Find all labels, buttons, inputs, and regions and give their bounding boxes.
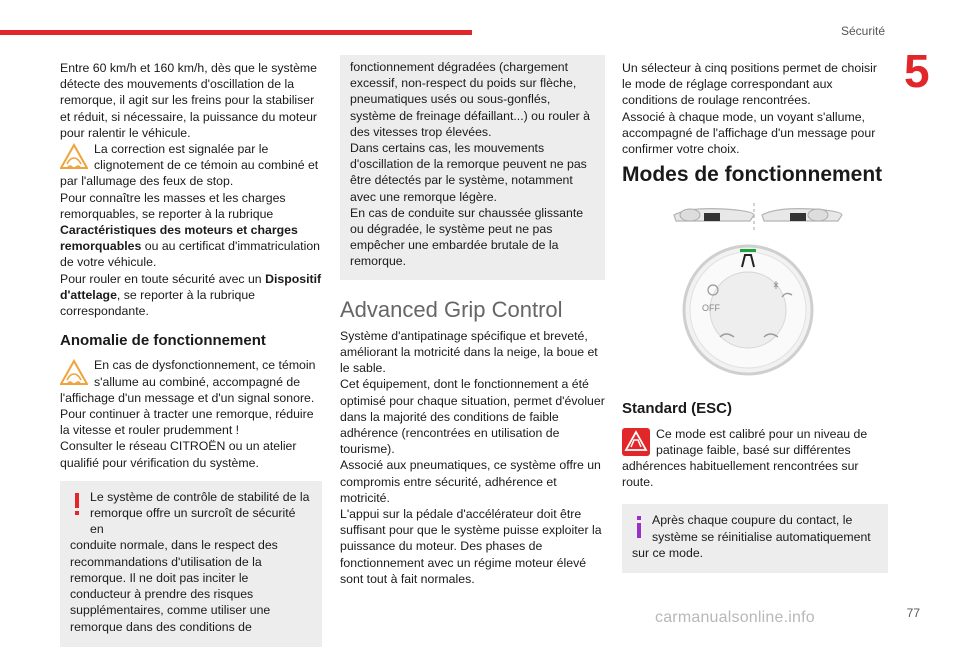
info-text-cont: sur ce mode. [632, 545, 704, 560]
mode-text-cont: adhérences habituellement rencontrées sur route. [622, 459, 859, 490]
dashboard-illustration [622, 197, 888, 387]
top-red-bar [0, 30, 472, 35]
info-icon [632, 514, 646, 540]
section-title: Sécurité [840, 24, 885, 38]
heading-anomalie: Anomalie de fonctionnement [60, 332, 266, 350]
esc-warning-icon [60, 143, 88, 171]
paragraph: Consulter le réseau CITROËN ou un atelier qualifié pour vérification du système. [60, 439, 297, 470]
heading-modes: Modes de fonctionnement [622, 163, 883, 187]
heading-advanced-grip: Advanced Grip Control [340, 296, 563, 322]
paragraph: Cet équipement, dont le fonctionnement a été optimisé pour chaque situation, permet d'évoluer dans la majorité des conditions de faible adhérence (rencontrées en utilisation de tourisme). [340, 377, 605, 457]
warning-text: En cas de dysfonctionnement, ce témoin s'allume au combiné, accompagné de [94, 358, 316, 389]
mode-text: Ce mode est calibré pour un niveau de patinage faible, basé sur différentes [656, 426, 868, 457]
column-middle [340, 55, 605, 587]
caution-text: Le système de contrôle de stabilité de la remorque offre un surcroît de sécurité en [90, 489, 310, 537]
caution-text-cont: conduite normale, dans le respect des recommandations d'utilisation de la remorque. Il ne doit pas inciter le conducteur à prendre des risques supplémentaires, comme utiliser une remorque dans des conditions de [70, 538, 278, 634]
paragraph: Pour rouler en toute sécurité avec un Dispositif d'attelage, se reporter à la rubrique correspondante. [60, 271, 322, 319]
exclamation-icon [70, 491, 84, 517]
info-text: Après chaque coupure du contact, le système se réinitialise automatiquement [652, 513, 871, 544]
esc-warning-icon [622, 428, 650, 456]
selector-illustration [622, 197, 888, 387]
paragraph: Un sélecteur à cinq positions permet de choisir le mode de réglage correspondant aux conditions de roulage rencontrées. [622, 61, 877, 108]
page-number: 77 [906, 606, 920, 620]
paragraph: Associé aux pneumatiques, ce système offre un compromis entre sécurité, adhérence et motricité. [340, 458, 601, 505]
paragraph: Pour connaître les masses et les charges remorquables, se reporter à la rubrique Caractéristiques des moteurs et charges remorquables ou au certificat d'immatriculation de votre véhicule. [60, 190, 321, 270]
paragraph: Entre 60 km/h et 160 km/h, dès que le système détecte des mouvements d'oscillation de la remorque, il agit sur les freins pour la stabiliser et réduit, si nécessaire, la puissance du moteur pour ralentir le véhicule. [60, 61, 318, 140]
warning-block [60, 357, 322, 406]
paragraph: L'appui sur la pédale d'accélérateur doit être suffisant pour que le système puisse exploiter la puissance du moteur. Des phases de fonctionnement avec un régime moteur élevé sont tout à fait normales. [340, 507, 602, 586]
esc-warning-icon [60, 359, 88, 387]
info-box [622, 504, 888, 573]
watermark: carmanualsonline.info [655, 609, 815, 626]
caution-text: fonctionnement dégradées (chargement excessif, non-respect du poids sur flèche, pneumatiques usés ou sous-gonflés, système de freinage défaillant...) ou rouler à des vitesses trop élevées. [350, 60, 590, 139]
caution-text: En cas de conduite sur chaussée glissante ou dégradée, le système peut ne pas empêcher une embardée brutale de la remorque. [350, 205, 584, 269]
mode-block [622, 426, 888, 491]
warning-text: La correction est signalée par le clignotement de ce témoin au combiné et [94, 142, 319, 173]
paragraph: Pour continuer à tracter une remorque, réduire la vitesse et rouler prudemment ! [60, 407, 314, 438]
caution-text: Dans certains cas, les mouvements d'oscillation de la remorque peuvent ne pas être détectés par le système, notamment avec une remorque légère. [350, 141, 587, 204]
dial-off-label: OFF [702, 303, 720, 314]
paragraph: Système d'antipatinage spécifique et breveté, améliorant la motricité dans la neige, la boue et le sable. [340, 328, 598, 376]
paragraph: Associé à chaque mode, un voyant s'allume, accompagné de l'affichage d'un message pour confirmer votre choix. [622, 109, 876, 157]
caution-box [60, 481, 322, 647]
warning-block [60, 141, 322, 190]
column-left [60, 60, 322, 647]
heading-standard: Standard (ESC) [622, 400, 733, 418]
chapter-number: 5 [904, 45, 930, 97]
column-right [622, 60, 888, 573]
warning-text-cont: l'affichage d'un message et d'un signal sonore. [60, 390, 315, 405]
warning-text-cont: par l'allumage des feux de stop. [60, 174, 234, 189]
caution-box-continued [340, 55, 605, 280]
